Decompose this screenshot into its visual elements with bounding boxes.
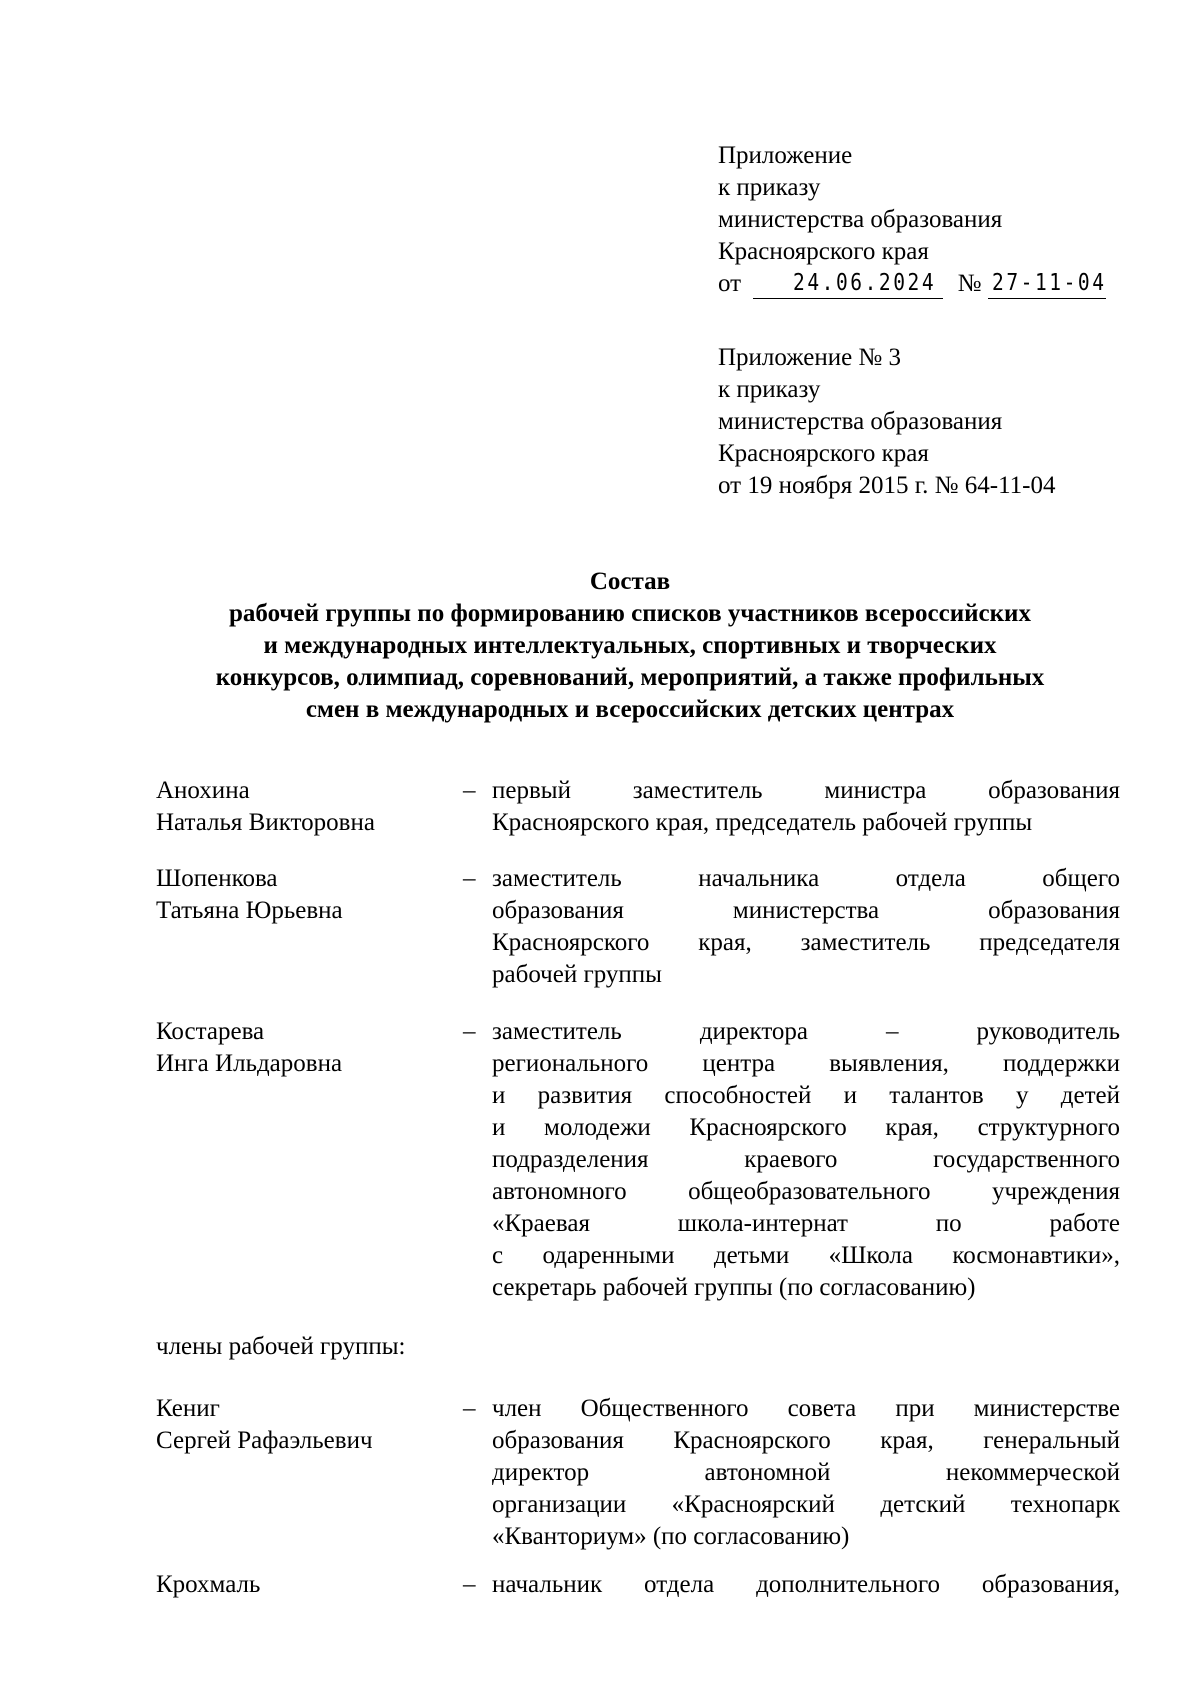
member-surname: Анохина: [156, 777, 250, 804]
description-line: регионального центра выявления, поддержки: [492, 1050, 1120, 1077]
description-line: заместитель директора – руководитель: [492, 1018, 1120, 1045]
member-surname: Костарева: [156, 1018, 265, 1045]
member-description: [492, 1016, 1120, 1304]
member-name: [156, 775, 375, 839]
description-line: и молодежи Красноярского края, структурного: [492, 1114, 1120, 1141]
description-line: секретарь рабочей группы (по согласованию): [492, 1274, 976, 1301]
description-line: «Краевая школа-интернат по работе: [492, 1210, 1120, 1237]
title-line: конкурсов, олимпиад, соревнований, мероприятий, а также профильных: [215, 664, 1045, 691]
appendix-to-order: к приказу: [718, 174, 821, 201]
member-name: [156, 1016, 342, 1080]
appendix-order-reference: от 19 ноября 2015 г. № 64-11-04: [718, 472, 1056, 499]
description-line: «Кванториум» (по согласованию): [492, 1523, 850, 1550]
member-name: [156, 1569, 260, 1601]
appendix-current-order: [718, 140, 1158, 300]
members-section-label: члены рабочей группы:: [156, 1333, 406, 1360]
order-number-handwritten: 27-11-04: [991, 270, 1107, 296]
member-dash: –: [463, 865, 476, 892]
member-dash: –: [463, 777, 476, 804]
member-given-names: Наталья Викторовна: [156, 809, 375, 836]
order-date-handwritten: 24.06.2024: [793, 270, 937, 296]
document-title: [150, 566, 1110, 726]
member-given-names: Татьяна Юрьевна: [156, 897, 343, 924]
description-line: рабочей группы: [492, 961, 662, 988]
appendix-title: Приложение № 3: [718, 344, 902, 371]
description-line: и развития способностей и талантов у детей: [492, 1082, 1120, 1109]
order-date-field: [753, 268, 943, 299]
member-description: [492, 1393, 1120, 1553]
description-line: Красноярского края, заместитель председателя: [492, 929, 1120, 956]
member-dash: –: [463, 1571, 476, 1598]
appendix-to-order: к приказу: [718, 376, 821, 403]
appendix-title: Приложение: [718, 142, 853, 169]
description-line: организации «Красноярский детский технопарк: [492, 1491, 1120, 1518]
order-number-prefix: №: [957, 270, 982, 297]
description-line: заместитель начальника отдела общего: [492, 865, 1120, 892]
appendix-original-order: [718, 342, 1158, 502]
member-given-names: Инга Ильдаровна: [156, 1050, 343, 1077]
member-given-names: Сергей Рафаэльевич: [156, 1427, 373, 1454]
description-line: член Общественного совета при министерстве: [492, 1395, 1120, 1422]
member-dash: –: [463, 1395, 476, 1422]
description-line: автономного общеобразовательного учреждения: [492, 1178, 1120, 1205]
member-dash: –: [463, 1018, 476, 1045]
description-line: образования Красноярского края, генеральный: [492, 1427, 1120, 1454]
title-line: смен в международных и всероссийских детских центрах: [305, 696, 955, 723]
appendix-region: Красноярского края: [718, 440, 929, 467]
member-surname: Крохмаль: [156, 1571, 261, 1598]
title-line: и международных интеллектуальных, спортивных и творческих: [263, 632, 997, 659]
description-line: начальник отдела дополнительного образования,: [492, 1571, 1120, 1598]
appendix-ministry: министерства образования: [718, 408, 1003, 435]
appendix-ministry: министерства образования: [718, 206, 1003, 233]
description-line: Красноярского края, председатель рабочей группы: [492, 809, 1033, 836]
member-surname: Шопенкова: [156, 865, 278, 892]
order-number-field: [988, 268, 1106, 299]
member-name: [156, 863, 343, 927]
title-line: рабочей группы по формированию списков участников всероссийских: [229, 600, 1031, 627]
appendix-region: Красноярского края: [718, 238, 929, 265]
description-line: подразделения краевого государственного: [492, 1146, 1120, 1173]
title-heading: Состав: [589, 568, 671, 595]
description-line: первый заместитель министра образования: [492, 777, 1120, 804]
member-surname: Кениг: [156, 1395, 220, 1422]
description-line: с одаренными детьми «Школа космонавтики»,: [492, 1242, 1120, 1269]
member-description: [492, 863, 1120, 991]
description-line: директор автономной некоммерческой: [492, 1459, 1120, 1486]
description-line: образования министерства образования: [492, 897, 1120, 924]
order-date-prefix: от: [718, 270, 742, 297]
member-description: [492, 1569, 1120, 1601]
member-description: [492, 775, 1120, 839]
member-name: [156, 1393, 373, 1457]
order-date-number-line: [718, 268, 1158, 300]
